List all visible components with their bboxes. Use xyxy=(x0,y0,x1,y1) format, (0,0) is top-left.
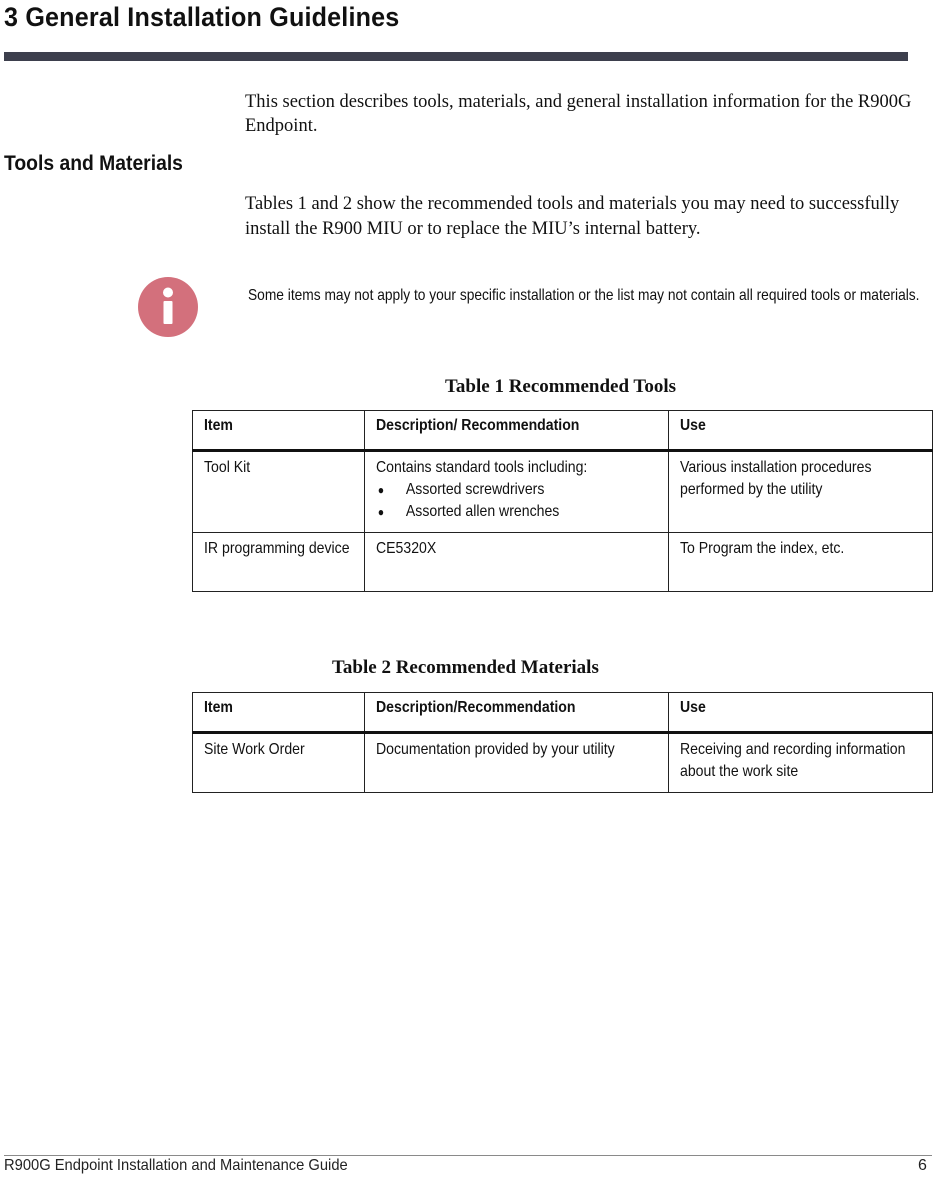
table1-caption: Table 1 Recommended Tools xyxy=(445,376,677,397)
recommended-materials-table xyxy=(192,692,933,793)
footer-rule xyxy=(4,1155,932,1156)
section-paragraph: Tables 1 and 2 show the recommended tools and materials you may need to successfully install the R900 MIU or to replace the MIU’s internal battery. xyxy=(245,194,900,239)
table2-caption: Table 2 Recommended Materials xyxy=(332,657,599,678)
info-icon xyxy=(137,276,199,338)
header-item: Item xyxy=(193,693,365,733)
cell-description: Documentation provided by your utility xyxy=(365,733,669,793)
table-header-row xyxy=(193,411,933,451)
cell-description xyxy=(365,451,669,533)
description-text: Contains standard tools including: xyxy=(376,459,588,476)
cell-use: To Program the index, etc. xyxy=(669,533,933,592)
header-description: Description/Recommendation xyxy=(365,693,669,733)
table-header-row xyxy=(193,693,933,733)
cell-item: IR programming device xyxy=(193,533,365,592)
header-item: Item xyxy=(193,411,365,451)
section-heading: Tools and Materials xyxy=(4,152,183,175)
list-item: ● Assorted screwdrivers xyxy=(376,479,654,501)
bullet-list xyxy=(376,479,654,523)
header-use: Use xyxy=(669,693,933,733)
footer-title: R900G Endpoint Installation and Maintenance Guide xyxy=(4,1157,348,1174)
recommended-tools-table xyxy=(192,410,933,592)
cell-item: Site Work Order xyxy=(193,733,365,793)
cell-item: Tool Kit xyxy=(193,451,365,533)
note-text: Some items may not apply to your specific installation or the list may not contain all required tools or materials. xyxy=(248,287,920,304)
table-row xyxy=(193,733,933,793)
header-description: Description/ Recommendation xyxy=(365,411,669,451)
intro-paragraph: This section describes tools, materials, and general installation information for the R900G Endpoint. xyxy=(245,92,912,136)
cell-description: CE5320X xyxy=(365,533,669,592)
chapter-title: 3 General Installation Guidelines xyxy=(4,2,400,32)
page-number: 6 xyxy=(918,1157,927,1174)
cell-use: Various installation procedures performed by the utility xyxy=(669,451,933,533)
table-row xyxy=(193,451,933,533)
table-row xyxy=(193,533,933,592)
header-use: Use xyxy=(669,411,933,451)
title-rule xyxy=(4,52,908,61)
list-item: ● Assorted allen wrenches xyxy=(376,501,654,523)
cell-use: Receiving and recording information about the work site xyxy=(669,733,933,793)
